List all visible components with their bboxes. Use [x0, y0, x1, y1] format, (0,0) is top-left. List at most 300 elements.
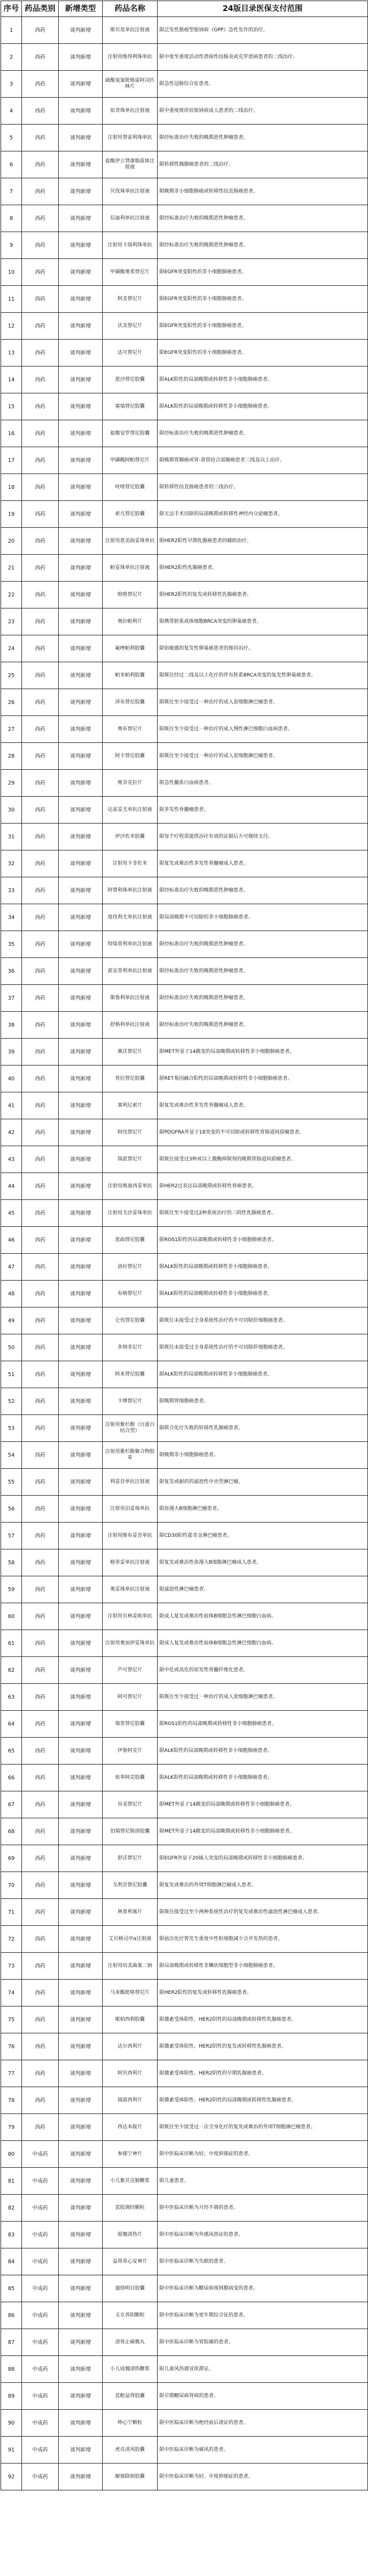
table-row: [1, 259, 368, 286]
cell-name: 帕妥珠单抗注射液: [103, 555, 158, 582]
cell-scope: 限MET外显子14跳变的局部晚期或转移性非小细胞肺癌患者。: [158, 1039, 368, 1066]
cell-index: 3: [1, 71, 22, 98]
cell-index: 72: [1, 1926, 22, 1953]
cell-category: 西药: [22, 1307, 59, 1334]
table-row: [1, 1307, 368, 1334]
cell-type: 谈判新增: [59, 1469, 103, 1496]
cell-scope: 限激素受体阳性、HER2阴性的早期乳腺癌患者。: [158, 2060, 368, 2087]
cell-category: 西药: [22, 1361, 59, 1388]
cell-type: 谈判新增: [59, 2033, 103, 2060]
cell-scope: 限成人复发或难治性前体B细胞急性淋巴细胞白血病。: [158, 1603, 368, 1630]
cell-type: 谈判新增: [59, 151, 103, 178]
cell-scope: 限RET基因融合阳性的局部晚期或转移性非小细胞肺癌患者。: [158, 1066, 368, 1092]
table-row: [1, 1415, 368, 1442]
cell-name: 泽布替尼胶囊: [103, 689, 158, 716]
table-row: [1, 689, 368, 716]
table-row: [1, 313, 368, 340]
cell-type: 谈判新增: [59, 393, 103, 420]
cell-index: 29: [1, 770, 22, 797]
cell-type: 谈判新增: [59, 528, 103, 555]
table-row: [1, 71, 368, 98]
cell-type: 谈判新增: [59, 1684, 103, 1711]
cell-type: 谈判新增: [59, 877, 103, 904]
cell-name: 度伐利尤单抗注射液: [103, 904, 158, 931]
cell-name: 格菲妥单抗注射液: [103, 1549, 158, 1576]
cell-name: 奥布替尼片: [103, 716, 158, 743]
table-row: [1, 743, 368, 770]
cell-type: 谈判新增: [59, 2464, 103, 2490]
cell-index: 4: [1, 98, 22, 125]
cell-scope: 限急性髓系白血病患者。: [158, 770, 368, 797]
cell-name: 注射用培美曲塞二钠: [103, 1953, 158, 1980]
cell-name: 斯鲁利单抗注射液: [103, 985, 158, 1012]
table-row: [1, 555, 368, 582]
cell-scope: 限经标准治疗失败的晚期恶性肿瘤患者。: [158, 958, 368, 985]
table-row: [1, 447, 368, 474]
cell-type: 谈判新增: [59, 2437, 103, 2464]
cell-scope: 限复发或难治性多发性骨髓瘤成人患者。: [158, 850, 368, 877]
cell-type: 谈判新增: [59, 286, 103, 313]
cell-scope: 限激素受体阳性、HER2阴性的局部晚期或转移性乳腺癌患者。: [158, 2006, 368, 2033]
cell-scope: 限晚期肾细胞癌患者。: [158, 1388, 368, 1415]
cell-scope: 限既往至少接受过一种治疗的成人套细胞淋巴瘤患者。: [158, 689, 368, 716]
cell-index: 52: [1, 1388, 22, 1415]
cell-category: 中成药: [22, 2275, 59, 2302]
cell-scope: 限中医临床诊断为失眠的患者。: [158, 2248, 368, 2275]
cell-type: 谈判新增: [59, 1603, 103, 1630]
cell-category: 西药: [22, 1765, 59, 1791]
cell-type: 谈判新增: [59, 797, 103, 824]
cell-index: 12: [1, 313, 22, 340]
cell-index: 58: [1, 1549, 22, 1576]
cell-name: 伊鲁阿克片: [103, 1738, 158, 1765]
cell-index: 5: [1, 125, 22, 151]
table-row: [1, 1254, 368, 1281]
table-row: [1, 1711, 368, 1738]
cell-name: 坤心宁颗粒: [103, 2410, 158, 2437]
cell-name: 注射用替雷利珠单抗: [103, 125, 158, 151]
cell-index: 80: [1, 2141, 22, 2168]
cell-category: 西药: [22, 958, 59, 985]
table-row: [1, 1200, 368, 1227]
cell-scope: 限中医临床诊断为糖尿病视网膜病变的患者。: [158, 2275, 368, 2302]
table-row: [1, 1469, 368, 1496]
cell-type: 谈判新增: [59, 501, 103, 528]
cell-index: 55: [1, 1469, 22, 1496]
cell-index: 50: [1, 1334, 22, 1361]
cell-index: 92: [1, 2464, 22, 2490]
cell-category: 中成药: [22, 2168, 59, 2195]
cell-category: 西药: [22, 1899, 59, 1926]
cell-index: 23: [1, 608, 22, 635]
cell-index: 40: [1, 1066, 22, 1092]
cell-scope: 限EGFR突变阳性的非小细胞肺癌患者。: [158, 340, 368, 367]
cell-index: 79: [1, 2114, 22, 2141]
cell-category: 西药: [22, 259, 59, 286]
cell-index: 86: [1, 2302, 22, 2329]
cell-name: 恩沙替尼胶囊: [103, 367, 158, 393]
cell-scope: 限成人复发或难治性前体B细胞急性淋巴细胞白血病。: [158, 1630, 368, 1657]
cell-scope: 限晚期胃腺癌或胃-食管结合部腺癌患者三线及以上治疗。: [158, 447, 368, 474]
table-row: [1, 1119, 368, 1146]
cell-category: 西药: [22, 877, 59, 904]
cell-scope: 限激素受体阳性、HER2阴性的复发或转移性乳腺癌患者。: [158, 2033, 368, 2060]
cell-scope: 限ALK阳性的局部晚期或转移性非小细胞肺癌患者。: [158, 1361, 368, 1388]
cell-index: 16: [1, 420, 22, 447]
cell-type: 谈判新增: [59, 2275, 103, 2302]
cell-category: 西药: [22, 1603, 59, 1630]
cell-index: 70: [1, 1872, 22, 1899]
cell-category: 西药: [22, 1576, 59, 1603]
cell-scope: 限CD30阳性霍奇金淋巴瘤患者。: [158, 1523, 368, 1549]
cell-name: 伏美替尼片: [103, 313, 158, 340]
cell-scope: 限EGFR突变阳性的非小细胞肺癌患者。: [158, 286, 368, 313]
cell-type: 谈判新增: [59, 824, 103, 850]
cell-category: 西药: [22, 1039, 59, 1066]
cell-scope: 限既往经过二线及以上化疗的伴有胚系BRCA突变的复发性卵巢癌患者。: [158, 662, 368, 689]
cell-type: 谈判新增: [59, 1496, 103, 1523]
cell-type: 谈判新增: [59, 1146, 103, 1173]
cell-name: 特瑞普利单抗注射液: [103, 931, 158, 958]
cell-type: 谈判新增: [59, 2222, 103, 2248]
cell-category: 中成药: [22, 2195, 59, 2222]
cell-scope: 限既往未接受过全身系统性治疗的不可切除肝细胞癌患者。: [158, 1334, 368, 1361]
cell-index: 83: [1, 2222, 22, 2248]
cell-type: 谈判新增: [59, 367, 103, 393]
cell-index: 56: [1, 1496, 22, 1523]
cell-type: 谈判新增: [59, 1092, 103, 1119]
cell-index: 81: [1, 2168, 22, 2195]
cell-name: 解郁除烦胶囊: [103, 2464, 158, 2490]
cell-category: 西药: [22, 1872, 59, 1899]
cell-category: 西药: [22, 1119, 59, 1146]
cell-scope: 限儿童患者。: [158, 2168, 368, 2195]
cell-name: 瑞普替尼胶囊: [103, 1711, 158, 1738]
table-row: [1, 501, 368, 528]
cell-index: 26: [1, 689, 22, 716]
cell-index: 71: [1, 1899, 22, 1926]
cell-scope: 限中医临床诊断为外感风热证的患者。: [158, 2222, 368, 2248]
cell-index: 90: [1, 2410, 22, 2437]
cell-name: 注射用卡瑞利珠单抗: [103, 232, 158, 259]
cell-index: 75: [1, 2006, 22, 2033]
cell-type: 谈判新增: [59, 2141, 103, 2168]
cell-index: 65: [1, 1738, 22, 1765]
table-row: [1, 1442, 368, 1469]
cell-name: 瑞波西利片: [103, 2087, 158, 2114]
cell-name: 帕米帕利胶囊: [103, 662, 158, 689]
cell-category: 西药: [22, 1818, 59, 1845]
cell-type: 谈判新增: [59, 1765, 103, 1791]
table-row: [1, 1361, 368, 1388]
cell-category: 西药: [22, 797, 59, 824]
table-row: [1, 1281, 368, 1307]
table-row: [1, 1899, 368, 1926]
cell-type: 谈判新增: [59, 2248, 103, 2275]
cell-index: 36: [1, 958, 22, 985]
cell-scope: 限既往至少接受过一种治疗的成人套细胞淋巴瘤患者。: [158, 1684, 368, 1711]
cell-scope: 限中危或高危的原发性骨髓纤维化患者。: [158, 1657, 368, 1684]
cell-scope: 限EGFR突变阳性的非小细胞肺癌患者。: [158, 259, 368, 286]
cell-scope: 限中医临床诊断为月经不调的患者。: [158, 2195, 368, 2222]
cell-category: 西药: [22, 904, 59, 931]
cell-type: 谈判新增: [59, 1227, 103, 1254]
cell-category: 西药: [22, 2033, 59, 2060]
cell-type: 谈判新增: [59, 1630, 103, 1657]
cell-name: 益肾养心安神片: [103, 2248, 158, 2275]
cell-name: 赛沃替尼片: [103, 1039, 158, 1066]
cell-category: 西药: [22, 1334, 59, 1361]
cell-type: 谈判新增: [59, 2168, 103, 2195]
cell-category: 西药: [22, 125, 59, 151]
cell-type: 谈判新增: [59, 1899, 103, 1926]
cell-category: 西药: [22, 1415, 59, 1442]
cell-name: 甲磺酸奥希替尼片: [103, 259, 158, 286]
drug-list-sheet: [1, 1, 367, 2490]
cell-name: 戈利昔替尼胶囊: [103, 1872, 158, 1899]
cell-scope: 限中医临床诊断为更年期综合征的患者。: [158, 2302, 368, 2329]
cell-type: 谈判新增: [59, 71, 103, 98]
cell-type: 谈判新增: [59, 259, 103, 286]
cell-category: 西药: [22, 447, 59, 474]
cell-name: 卡博替尼片: [103, 1388, 158, 1415]
cell-category: 西药: [22, 1845, 59, 1872]
table-row: [1, 1738, 368, 1765]
cell-scope: 限滤泡性淋巴瘤患者。: [158, 1576, 368, 1603]
cell-category: 西药: [22, 340, 59, 367]
cell-type: 谈判新增: [59, 1334, 103, 1361]
cell-category: 西药: [22, 393, 59, 420]
cell-index: 38: [1, 1012, 22, 1039]
cell-name: 塞瑞替尼胶囊: [103, 393, 158, 420]
table-row: [1, 1953, 368, 1980]
cell-category: 西药: [22, 931, 59, 958]
cell-type: 谈判新增: [59, 1415, 103, 1442]
cell-name: 林普利塞片: [103, 1899, 158, 1926]
cell-type: 谈判新增: [59, 689, 103, 716]
cell-type: 谈判新增: [59, 2114, 103, 2141]
cell-name: 西达本胺片: [103, 2114, 158, 2141]
cell-scope: 限复发或难治性弥漫大B细胞淋巴瘤成人患者。: [158, 1549, 368, 1576]
table-row: [1, 2141, 368, 2168]
cell-type: 谈判新增: [59, 313, 103, 340]
cell-name: 注射用恩美曲妥珠单抗: [103, 528, 158, 555]
cell-type: 谈判新增: [59, 1307, 103, 1334]
cell-type: 谈判新增: [59, 1173, 103, 1200]
table-body: [1, 17, 368, 2490]
cell-name: 舒沃替尼片: [103, 1845, 158, 1872]
cell-index: 76: [1, 2033, 22, 2060]
cell-scope: 限经标准治疗失败的晚期恶性肿瘤患者。: [158, 125, 368, 151]
cell-name: 注射用紫杉醇聚合物胶束: [103, 1442, 158, 1469]
cell-scope: 限既往未接受过全身系统性治疗的不可切除肝细胞癌患者。: [158, 1307, 368, 1334]
cell-category: 西药: [22, 1469, 59, 1496]
cell-name: 奥拉帕利片: [103, 608, 158, 635]
table-row: [1, 931, 368, 958]
table-row: [1, 17, 368, 44]
cell-name: 氟唑帕利胶囊: [103, 635, 158, 662]
cell-category: 西药: [22, 1549, 59, 1576]
table-row: [1, 2222, 368, 2248]
cell-scope: 限携带胚系或体细胞BRCA突变的卵巢癌患者。: [158, 608, 368, 635]
header-name: 药品名称: [103, 1, 158, 17]
table-row: [1, 824, 368, 850]
cell-scope: 限ALK阳性的局部晚期或转移性非小细胞肺癌患者。: [158, 1254, 368, 1281]
cell-category: 西药: [22, 286, 59, 313]
table-row: [1, 1496, 368, 1523]
cell-name: 达尔西利片: [103, 2033, 158, 2060]
cell-name: 索凡替尼胶囊: [103, 501, 158, 528]
table-row: [1, 1334, 368, 1361]
cell-name: 依奉阿克胶囊: [103, 1765, 158, 1791]
cell-category: 西药: [22, 1926, 59, 1953]
cell-type: 谈判新增: [59, 1738, 103, 1765]
cell-name: 注射用维布妥昔单抗: [103, 1523, 158, 1549]
cell-scope: 限EGFR突变阳性的非小细胞肺癌患者。: [158, 313, 368, 340]
cell-index: 11: [1, 286, 22, 313]
table-row: [1, 1039, 368, 1066]
cell-category: 西药: [22, 2114, 59, 2141]
cell-name: 仑伐替尼胶囊: [103, 1307, 158, 1334]
cell-name: 甲磺酸阿帕替尼片: [103, 447, 158, 474]
cell-category: 西药: [22, 1630, 59, 1657]
cell-type: 谈判新增: [59, 1066, 103, 1092]
cell-name: 贝伐珠单抗注射液: [103, 178, 158, 205]
cell-scope: 限复发或耐药的滤泡性中央型淋巴瘤。: [158, 1469, 368, 1496]
cell-type: 谈判新增: [59, 1039, 103, 1066]
cell-name: 硫酸氢氯吡格雷阿司匹林片: [103, 71, 158, 98]
cell-index: 15: [1, 393, 22, 420]
cell-category: 西药: [22, 1066, 59, 1092]
cell-index: 54: [1, 1442, 22, 1469]
cell-type: 谈判新增: [59, 662, 103, 689]
cell-index: 6: [1, 151, 22, 178]
table-row: [1, 1523, 368, 1549]
table-row: [1, 608, 368, 635]
cell-category: 中成药: [22, 2437, 59, 2464]
table-row: [1, 582, 368, 608]
cell-type: 谈判新增: [59, 1361, 103, 1388]
cell-name: 阿可替尼片: [103, 1684, 158, 1711]
cell-category: 西药: [22, 1496, 59, 1523]
cell-category: 西药: [22, 1227, 59, 1254]
cell-index: 45: [1, 1200, 22, 1227]
cell-type: 谈判新增: [59, 635, 103, 662]
cell-name: 注射用泊妥珠单抗: [103, 1496, 158, 1523]
cell-index: 89: [1, 2383, 22, 2410]
table-row: [1, 2410, 368, 2437]
cell-name: 马来酸吡咯替尼片: [103, 1980, 158, 2006]
cell-category: 西药: [22, 2006, 59, 2033]
cell-type: 谈判新增: [59, 1549, 103, 1576]
cell-name: 派安普利单抗注射液: [103, 958, 158, 985]
table-row: [1, 393, 368, 420]
cell-type: 谈判新增: [59, 1926, 103, 1953]
cell-index: 82: [1, 2195, 22, 2222]
cell-index: 49: [1, 1307, 22, 1334]
cell-type: 谈判新增: [59, 474, 103, 501]
cell-name: 布格替尼片: [103, 1281, 158, 1307]
cell-name: 呋喹替尼胶囊: [103, 474, 158, 501]
table-row: [1, 205, 368, 232]
cell-index: 8: [1, 205, 22, 232]
cell-name: 斯贝莫单抗注射液: [103, 17, 158, 44]
cell-name: 阿美替尼片: [103, 286, 158, 313]
cell-scope: 限HER2阳性早期乳腺癌患者的辅助治疗。: [158, 528, 368, 555]
table-row: [1, 2033, 368, 2060]
cell-category: 西药: [22, 367, 59, 393]
cell-scope: 限EGFR外显子20插入突变的局部晚期或转移性非小细胞肺癌患者。: [158, 1845, 368, 1872]
cell-category: 西药: [22, 178, 59, 205]
table-row: [1, 958, 368, 985]
cell-index: 37: [1, 985, 22, 1012]
table-row: [1, 1066, 368, 1092]
cell-scope: 限经标准治疗失败的晚期恶性肿瘤患者。: [158, 931, 368, 958]
cell-category: 西药: [22, 528, 59, 555]
cell-name: 芦可替尼片: [103, 1657, 158, 1684]
cell-name: 芪蛭益肾胶囊: [103, 2383, 158, 2410]
cell-name: 利妥昔单抗注射液: [103, 1469, 158, 1496]
cell-scope: 限中医临床诊断为胃脘痛的患者。: [158, 2329, 368, 2356]
cell-index: 20: [1, 528, 22, 555]
cell-name: 阿贝西利片: [103, 2060, 158, 2087]
cell-type: 谈判新增: [59, 2087, 103, 2114]
cell-name: 哌柏西利胶囊: [103, 2006, 158, 2033]
cell-index: 22: [1, 582, 22, 608]
cell-type: 谈判新增: [59, 44, 103, 71]
cell-scope: 限每个疗程需提供治疗有效的证据后方可继续支付。: [158, 824, 368, 850]
cell-category: 西药: [22, 17, 59, 44]
drug-table: [1, 1, 368, 2490]
table-row: [1, 1012, 368, 1039]
cell-index: 48: [1, 1281, 22, 1307]
cell-category: 西药: [22, 770, 59, 797]
cell-type: 谈判新增: [59, 2383, 103, 2410]
cell-category: 西药: [22, 608, 59, 635]
cell-category: 中成药: [22, 2356, 59, 2383]
cell-category: 西药: [22, 824, 59, 850]
cell-scope: 限前次化疗曾发生重度中性粒细胞减少合并发热的患者。: [158, 1926, 368, 1953]
cell-scope: 限铂敏感的复发性卵巢癌患者的维持治疗。: [158, 635, 368, 662]
cell-type: 谈判新增: [59, 1818, 103, 1845]
cell-scope: 限经标准治疗失败的晚期恶性肿瘤患者。: [158, 985, 368, 1012]
cell-name: 吡咯替尼片: [103, 582, 158, 608]
cell-type: 谈判新增: [59, 2329, 103, 2356]
table-row: [1, 2060, 368, 2087]
cell-type: 谈判新增: [59, 1119, 103, 1146]
cell-scope: 限MET外显子14跳变的局部晚期或转移性非小细胞肺癌患者。: [158, 1818, 368, 1845]
cell-index: 84: [1, 2248, 22, 2275]
cell-index: 41: [1, 1092, 22, 1119]
table-row: [1, 474, 368, 501]
cell-index: 68: [1, 1818, 22, 1845]
cell-index: 24: [1, 635, 22, 662]
cell-type: 谈判新增: [59, 904, 103, 931]
table-row: [1, 1388, 368, 1415]
cell-category: 西药: [22, 1012, 59, 1039]
cell-index: 57: [1, 1523, 22, 1549]
cell-category: 中成药: [22, 2329, 59, 2356]
cell-category: 中成药: [22, 2141, 59, 2168]
cell-category: 西药: [22, 1953, 59, 1980]
table-row: [1, 98, 368, 125]
cell-index: 53: [1, 1415, 22, 1442]
cell-scope: 限中医临床诊断为痛风的患者。: [158, 2437, 368, 2464]
cell-scope: 限局部晚期或转移性非鳞状细胞型非小细胞肺癌患者。: [158, 1953, 368, 1980]
cell-category: 西药: [22, 582, 59, 608]
cell-type: 谈判新增: [59, 958, 103, 985]
cell-index: 2: [1, 44, 22, 71]
